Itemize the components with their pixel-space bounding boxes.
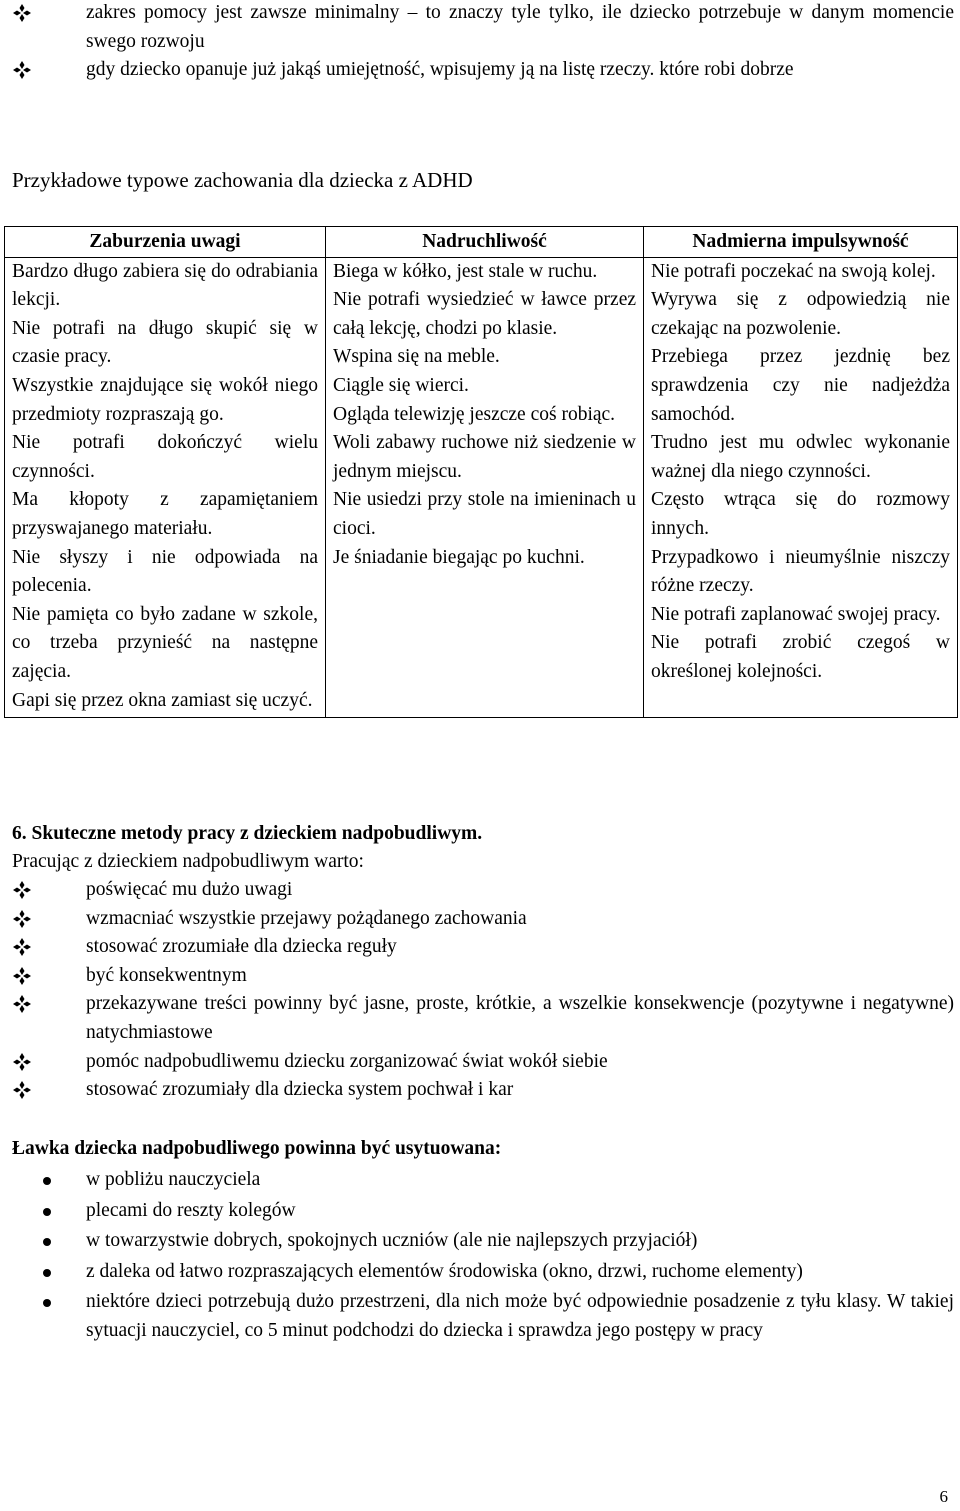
table-item: Wyrywa się z odpowiedzią nie czekając na pozwolenie. [651,289,950,339]
list-item-text: zakres pomocy jest zawsze minimalny – to znaczy tyle tylko, ile dziecko potrzebuje w danym momencie swego rozwoju [86,2,954,52]
table-item: Trudno jest mu odwlec wykonanie ważnej dla niego czynności. [651,432,950,482]
desk-bullet-list [0,1166,960,1348]
column-header: Nadmierna impulsywność [644,227,958,258]
list-item-text: gdy dziecko opanuje już jakąś umiejętność, wpisujemy ją na listę rzeczy. które robi dobrze [86,59,794,81]
table-item: Je śniadanie biegając po kuchni. [333,546,585,568]
table-item: Nie potrafi wysiedzieć w ławce przez całą lekcję, chodzi po klasie. [333,289,636,339]
methods-bullet-list [0,876,960,1105]
page-number: 6 [939,1487,948,1506]
dot-bullet-icon [43,1177,51,1185]
dot-bullet-icon [43,1208,51,1216]
diamond-bullet-icon [12,933,32,961]
list-item-text: w pobliżu nauczyciela [86,1169,261,1190]
top-bullet-list [0,0,960,85]
list-item [0,990,960,1047]
inattention-cell [5,257,326,718]
list-item [0,1197,960,1226]
dot-bullet-icon [43,1238,51,1246]
table-item: Ogląda telewizję jeszcze coś robiąc. [333,403,616,425]
table-item: Często wtrąca się do rozmowy innych. [651,489,950,539]
diamond-bullet-icon [12,905,32,933]
table-item: Nie potrafi zrobić czegoś w określonej kolejności. [651,632,950,682]
list-item-text: być konsekwentnym [86,964,247,986]
list-item-text: poświęcać mu dużo uwagi [86,879,293,900]
diamond-bullet-icon [12,56,32,84]
column-header: Zaburzenia uwagi [5,227,326,258]
table-item: Nie potrafi dokończyć wielu czynności. [12,432,318,482]
list-item [0,905,960,934]
diamond-bullet-icon [12,876,32,904]
table-item: Nie potrafi na długo skupić się w czasie pracy. [12,317,318,368]
table-item: Ciągle się wierci. [333,374,469,396]
diamond-bullet-icon [12,1076,32,1104]
list-item [0,876,960,905]
table-item: Bardzo długo zabiera się do odrabiania lekcji. [12,260,318,311]
list-item [0,1288,960,1345]
table-item: Nie słyszy i nie odpowiada na polecenia. [12,546,318,597]
list-item-text: z daleka od łatwo rozpraszających elementów środowiska (okno, drzwi, ruchome elementy) [86,1260,803,1282]
dot-bullet-icon [43,1299,51,1307]
list-item-text: pomóc nadpobudliwemu dziecku zorganizować świat wokół siebie [86,1050,608,1072]
adhd-behaviour-table [4,226,958,718]
list-item [0,1076,960,1105]
table-caption: Przykładowe typowe zachowania dla dziecka z ADHD [12,168,473,192]
list-item-text: stosować zrozumiałe dla dziecka reguły [86,936,397,958]
list-item [0,1227,960,1256]
diamond-bullet-icon [12,990,32,1018]
table-item: Nie pamięta co było zadane w szkole, co trzeba przynieść na następne zajęcia. [12,603,318,682]
list-item [0,1258,960,1287]
list-item-text: wzmacniać wszystkie przejawy pożądanego zachowania [86,907,527,929]
desk-heading: Ławka dziecka nadpobudliwego powinna być usytuowana: [12,1138,502,1159]
impulsivity-cell [644,257,958,718]
column-header: Nadruchliwość [326,227,644,258]
table-item: Nie potrafi poczekać na swoją kolej. [651,260,936,282]
list-item-text: plecami do reszty kolegów [86,1199,296,1221]
table-header-row [5,227,958,258]
diamond-bullet-icon [12,962,32,990]
dot-bullet-icon [43,1269,51,1277]
list-item-text: przekazywane treści powinny być jasne, proste, krótkie, a wszelkie konsekwencje (pozytywne i negatywne) natychmiastowe [86,993,954,1043]
section-intro: Pracując z dzieckiem nadpobudliwym warto: [12,851,364,872]
table-row [5,257,958,718]
table-item: Przypadkowo i nieumyślnie niszczy różne rzeczy. [651,546,950,597]
list-item [0,1166,960,1195]
diamond-bullet-icon [12,0,32,27]
hyperactivity-cell [326,257,644,718]
table-item: Nie potrafi zaplanować swojej pracy. [651,603,941,625]
list-item [0,962,960,991]
table-item: Nie usiedzi przy stole na imieninach u cioci. [333,489,636,539]
table-item: Biega w kółko, jest stale w ruchu. [333,260,598,282]
list-item-text: w towarzystwie dobrych, spokojnych uczniów (ale nie najlepszych przyjaciół) [86,1230,698,1252]
table-item: Wszystkie znajdujące się wokół niego przedmioty rozpraszają go. [12,374,318,425]
list-item [0,933,960,962]
section-heading: 6. Skuteczne metody pracy z dzieckiem nadpobudliwym. [12,823,483,844]
table-item: Gapi się przez okna zamiast się uczyć. [12,689,313,711]
table-item: Woli zabawy ruchowe niż siedzenie w jednym miejscu. [333,432,636,482]
table-item: Wspina się na meble. [333,346,500,368]
diamond-bullet-icon [12,1048,32,1076]
list-item [0,0,960,56]
list-item-text: niektóre dzieci potrzebują dużo przestrzeni, dla nich może być odpowiednie posadzenie z tyłu klasy. W takiej sytuacji nauczyciel, co 5 minut podchodzi do dziecka i sprawdza jego postępy w pracy [86,1291,954,1341]
table-item: Przebiega przez jezdnię bez sprawdzenia czy nie nadjeżdża samochód. [651,346,950,425]
list-item-text: stosować zrozumiały dla dziecka system pochwał i kar [86,1079,514,1101]
list-item [0,1048,960,1077]
list-item [0,56,960,85]
table-item: Ma kłopoty z zapamiętaniem przyswajanego materiału. [12,489,318,539]
